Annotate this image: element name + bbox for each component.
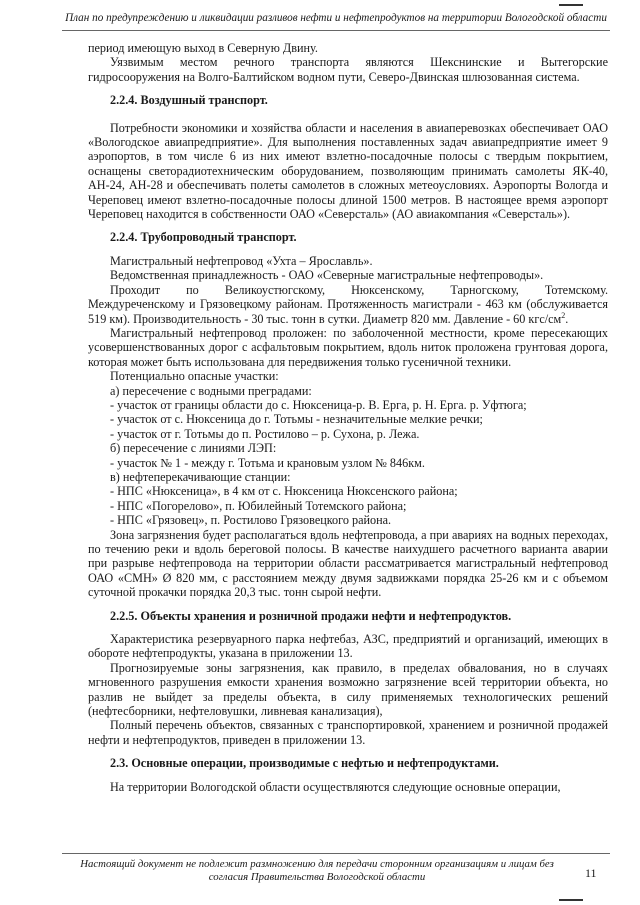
list-title: Потенциально опасные участки: — [110, 369, 279, 384]
paragraph: Уязвимым местом речного транспорта являются Шекснинские и Вытегорские гидросооружения на Волго-Балтийском водном пути, Северо-Двинская шлюзованная система. — [88, 55, 608, 84]
page-header: План по предупреждению и ликвидации разливов нефти и нефтепродуктов на территории Вологодской области — [65, 12, 607, 24]
route-word: Нюксенскому, — [351, 282, 425, 297]
paragraph: Магистральный нефтепровод проложен: по заболоченной местности, кроме пересекающих усовершенствованных дорог с асфальтовым покрытием, вдоль ниток проложена грунтовая дорога, которая может быть использована для передвижения только гусеничной техники. — [88, 325, 608, 369]
section-heading-air: 2.2.4. Воздушный транспорт. — [110, 93, 268, 108]
list-item: - НПС «Погорелово», п. Юбилейный Тотемского района; — [110, 498, 407, 513]
footer-divider — [62, 853, 610, 854]
superscript: 2 — [561, 310, 566, 320]
list-item: а) пересечение с водными преградами: — [110, 383, 312, 398]
section-heading-pipeline: 2.2.4. Трубопроводный транспорт. — [110, 230, 297, 245]
route-text: Междуреченскому и Грязовецкому районам. Протяженность магистрали - 463 км (обслуживается 519 км). Производительность - 30 тыс. тонн в сутки. Диаметр 820 мм. Давление - 60 кгс/см — [88, 297, 608, 326]
list-item: - участок от г. Тотьмы до п. Ростилово – р. Сухона, р. Лежа. — [110, 426, 420, 441]
section-heading-storage: 2.2.5. Объекты хранения и розничной продажи нефти и нефтепродуктов. — [110, 608, 512, 623]
paragraph: Полный перечень объектов, связанных с транспортировкой, хранением и розничной продажей нефти и нефтепродуктов, приведен в приложении 13. — [88, 718, 608, 747]
header-divider — [62, 30, 610, 31]
route-line — [88, 283, 608, 297]
paragraph: Магистральный нефтепровод «Ухта – Ярославль». — [110, 253, 373, 268]
route-word: Тотемскому. — [544, 282, 608, 297]
page-number: 11 — [585, 866, 597, 880]
list-item: в) нефтеперекачивающие станции: — [110, 469, 291, 484]
paragraph: период имеющую выход в Северную Двину. — [88, 41, 318, 55]
paragraph: Зона загрязнения будет располагаться вдоль нефтепровода, а при авариях на водных переходах, по течению реки и вдоль береговой полосы. В качестве наихудшего расчетного варианта аварии при разрыве нефтепровода на территории области рассматривается магистральный нефтепровод ОАО «СМН» Ø 820 мм, с расстоянием между двумя задвижками порядка 25-26 км и с объемом суточной прокачки порядка 20,3 тыс. тонн сырой нефти. — [88, 527, 608, 600]
list-item: - участок от с. Нюксеница до г. Тотьмы - незначительные мелкие речки; — [110, 412, 483, 427]
paragraph: Характеристика резервуарного парка нефтебаз, АЗС, предприятий и организаций, имеющих в обороте нефтепродукты, указана в приложении 13. — [88, 632, 608, 661]
paragraph: Прогнозируемые зоны загрязнения, как правило, в пределах обвалования, но в случаях мгновенного разрушения емкости хранения возможно загрязнение всей территории объекта, но разлив не выйдет за пределы объекта, в силу применяемых технологических решений (нефтесборники, нефтеловушки, ливневая канализация), — [88, 660, 608, 719]
paragraph: Потребности экономики и хозяйства области и населения в авиаперевозках обеспечивает ОАО «Вологодское авиапредприятие». Для выполнения поставленных задач авиапредприятие имеет 9 аэропортов, в том числе 6 из них имеют взлетно-посадочные полосы с твердым покрытием, оснащены светорадиотехническим оборудованием, позволяющим принимать самолеты ЯК-40, АН-24, АН-28 и обеспечивать полеты самолетов в сложных метеоусловиях. Аэропорты Вологда и Череповец имеют взлетно-посадочные полосы длиной 1500 метров. В настоящее время аэропорт Череповец находится в собственности ОАО «Северсталь» (АО авиакомпания «Северсталь»). — [88, 120, 608, 222]
page-footer: Настоящий документ не подлежит размножению для передачи сторонним организациям и лицам без согласия Правительства Вологодской области — [80, 858, 554, 883]
paragraph: Ведомственная принадлежность - ОАО «Северные магистральные нефтепроводы». — [110, 268, 544, 283]
section-heading-operations: 2.3. Основные операции, производимые с нефтью и нефтепродуктами. — [110, 756, 499, 771]
list-item: б) пересечение с линиями ЛЭП: — [110, 441, 277, 456]
route-word: по — [186, 282, 199, 297]
route-text-end: . — [565, 311, 569, 326]
paragraph: На территории Вологодской области осуществляются следующие основные операции, — [110, 779, 561, 794]
scan-mark — [559, 899, 583, 901]
list-item: - НПС «Нюксеница», в 4 км от с. Нюксеница Нюксенского района; — [110, 484, 458, 499]
document-body — [88, 41, 608, 794]
list-item: - участок от границы области до с. Нюксеница-р. В. Ерга, р. Н. Ерга. р. Уфтюга; — [110, 397, 527, 412]
scan-mark — [559, 4, 583, 6]
route-word: Проходит — [110, 282, 161, 297]
paragraph — [88, 297, 608, 326]
route-word: Тарногскому, — [450, 282, 519, 297]
list-item: - участок № 1 - между г. Тотьма и крановым узлом № 846км. — [110, 455, 425, 470]
route-word: Великоустюгскому, — [224, 282, 326, 297]
list-item: - НПС «Грязовец», п. Ростилово Грязовецкого района. — [110, 513, 392, 528]
